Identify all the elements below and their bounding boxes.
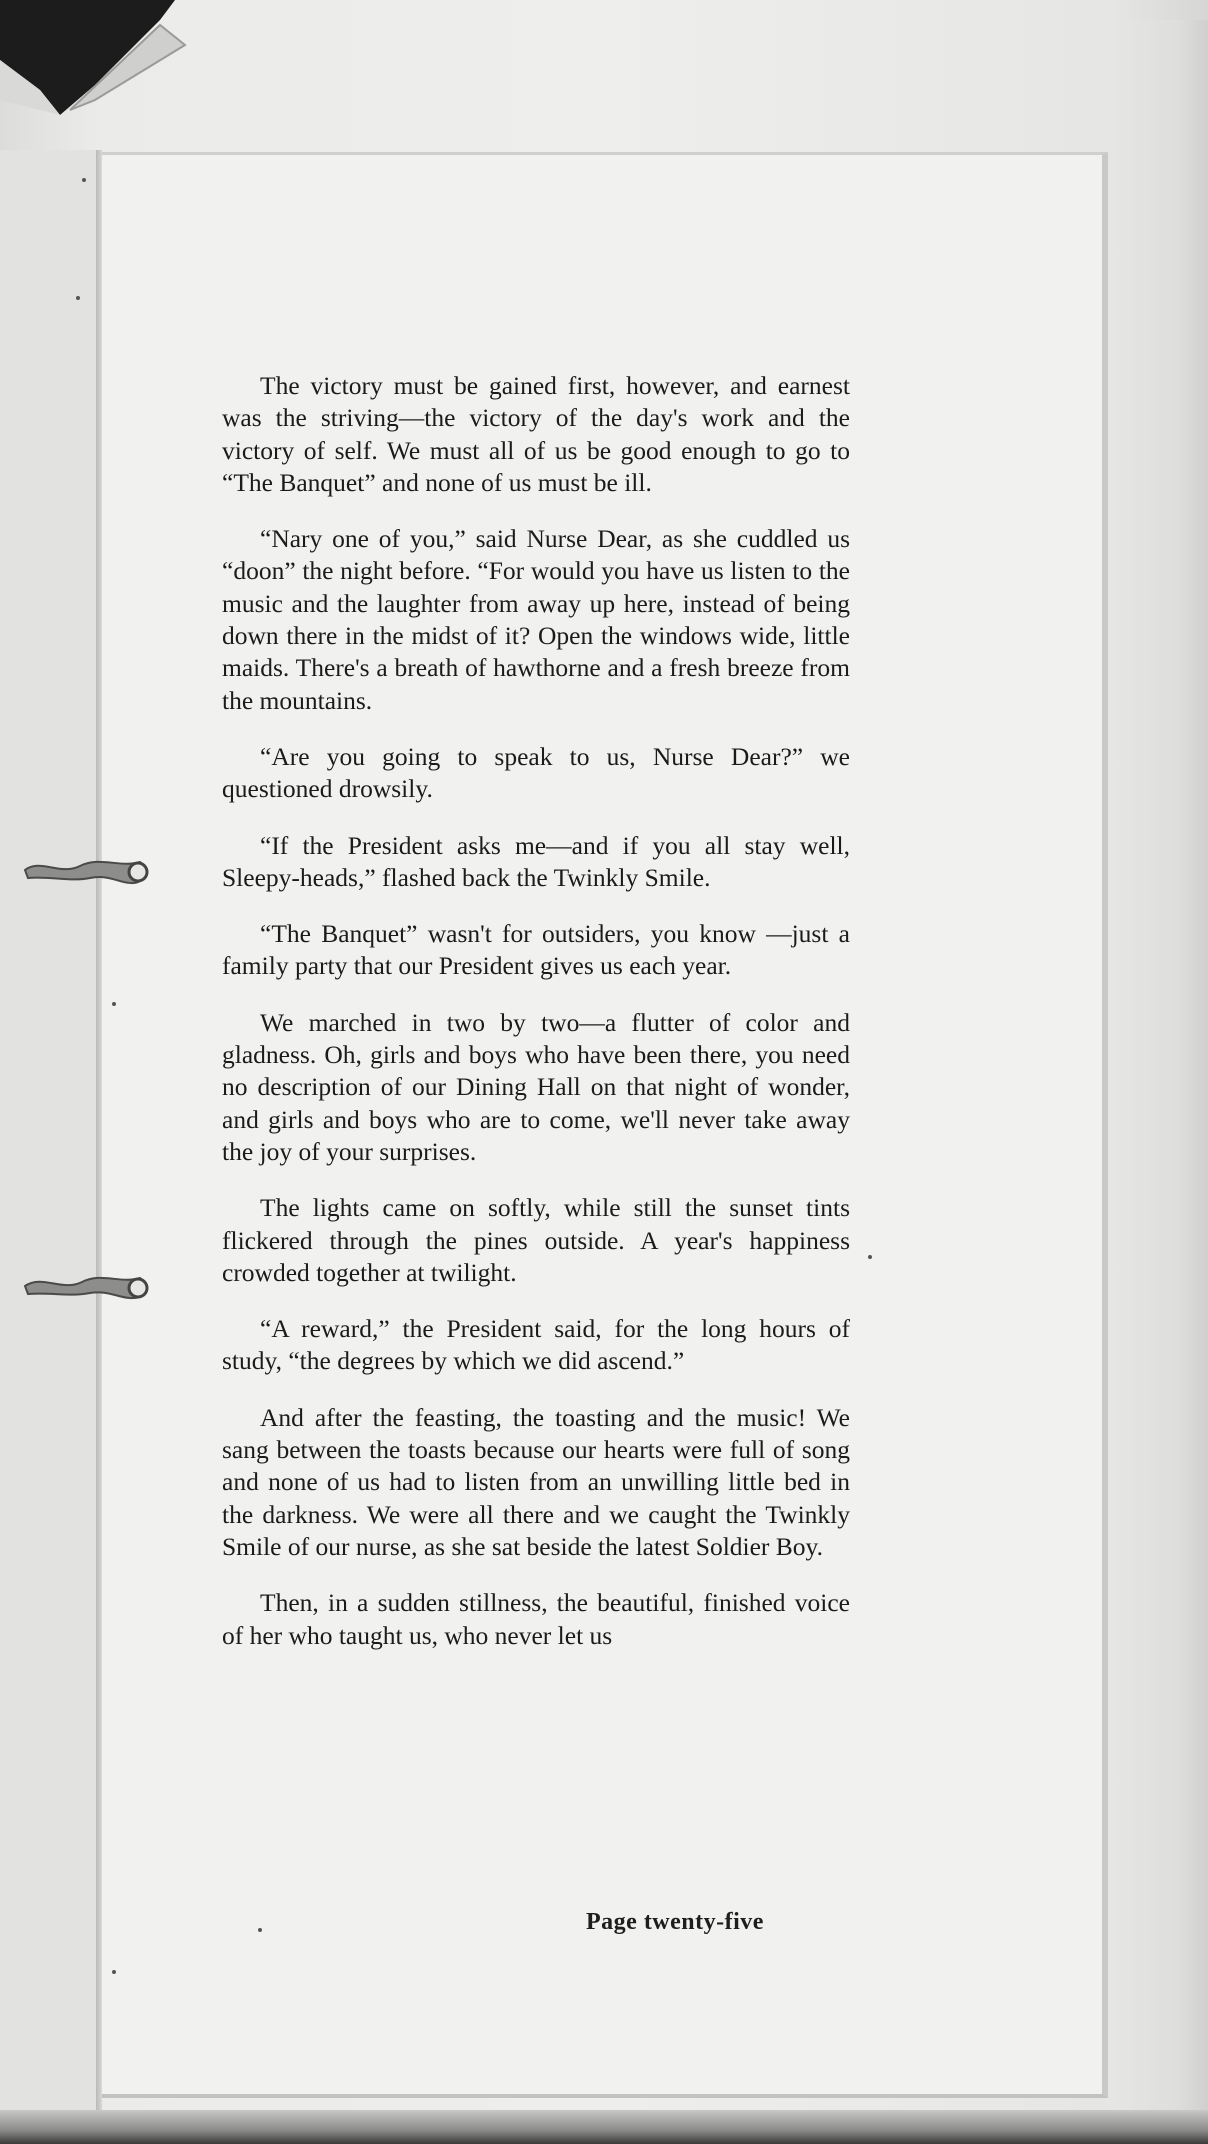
paragraph: And after the feasting, the toasting and the music! We sang between the toasts because our hearts were full of song and none of us had to listen from an unwilling little bed in the darkness. We were all there and we caught the Twinkly Smile of our nurse, as she sat beside the latest Soldier Boy. xyxy=(222,1402,850,1561)
paragraph: “If the President asks me—and if you all stay well, Sleepy-heads,” flashed back the Twinkly Smile. xyxy=(222,830,850,892)
margin-speck xyxy=(112,1970,116,1974)
paragraph: “Nary one of you,” said Nurse Dear, as she cuddled us “doon” the night before. “For would you have us listen to the music and the laughter from away up here, instead of being down there in the midst of it? Open the windows wide, little maids. There's a breath of hawthorne and a fresh breeze from the mountains. xyxy=(222,524,850,715)
paragraph: We marched in two by two—a flutter of color and gladness. Oh, girls and boys who have been there, you need no description of our Dining Hall on that night of wonder, and girls and boys who are to come, we'll never take away the joy of your surprises. xyxy=(222,1007,850,1166)
body-text xyxy=(222,370,850,1676)
facing-page-strip xyxy=(0,150,96,2110)
staple-icon xyxy=(20,848,150,888)
page-number: Page twenty-five xyxy=(586,1909,764,1935)
margin-speck xyxy=(258,1928,262,1932)
margin-speck xyxy=(76,296,80,300)
torn-corner-icon xyxy=(0,0,200,130)
staple-icon xyxy=(20,1262,150,1302)
paragraph: The lights came on softly, while still the sunset tints flickered through the pines outside. A year's happiness crowded together at twilight. xyxy=(222,1193,850,1287)
paragraph: “A reward,” the President said, for the long hours of study, “the degrees by which we did ascend.” xyxy=(222,1314,850,1376)
paragraph: “Are you going to speak to us, Nurse Dear?” we questioned drowsily. xyxy=(222,741,850,804)
paragraph: The victory must be gained first, however, and earnest was the striving—the victory of the day's work and the victory of self. We must all of us be good enough to go to “The Banquet” and none of us must be ill. xyxy=(222,371,850,497)
paragraph: “The Banquet” wasn't for outsiders, you know —just a family party that our President gives us each year. xyxy=(222,919,850,981)
scan-bottom-shadow xyxy=(0,2110,1208,2144)
margin-speck xyxy=(868,1255,872,1259)
paragraph: Then, in a sudden stillness, the beautiful, finished voice of her who taught us, who never let us xyxy=(222,1588,850,1650)
margin-speck xyxy=(112,1002,116,1006)
page-right-edge xyxy=(1108,20,1208,2120)
margin-speck xyxy=(82,178,86,182)
